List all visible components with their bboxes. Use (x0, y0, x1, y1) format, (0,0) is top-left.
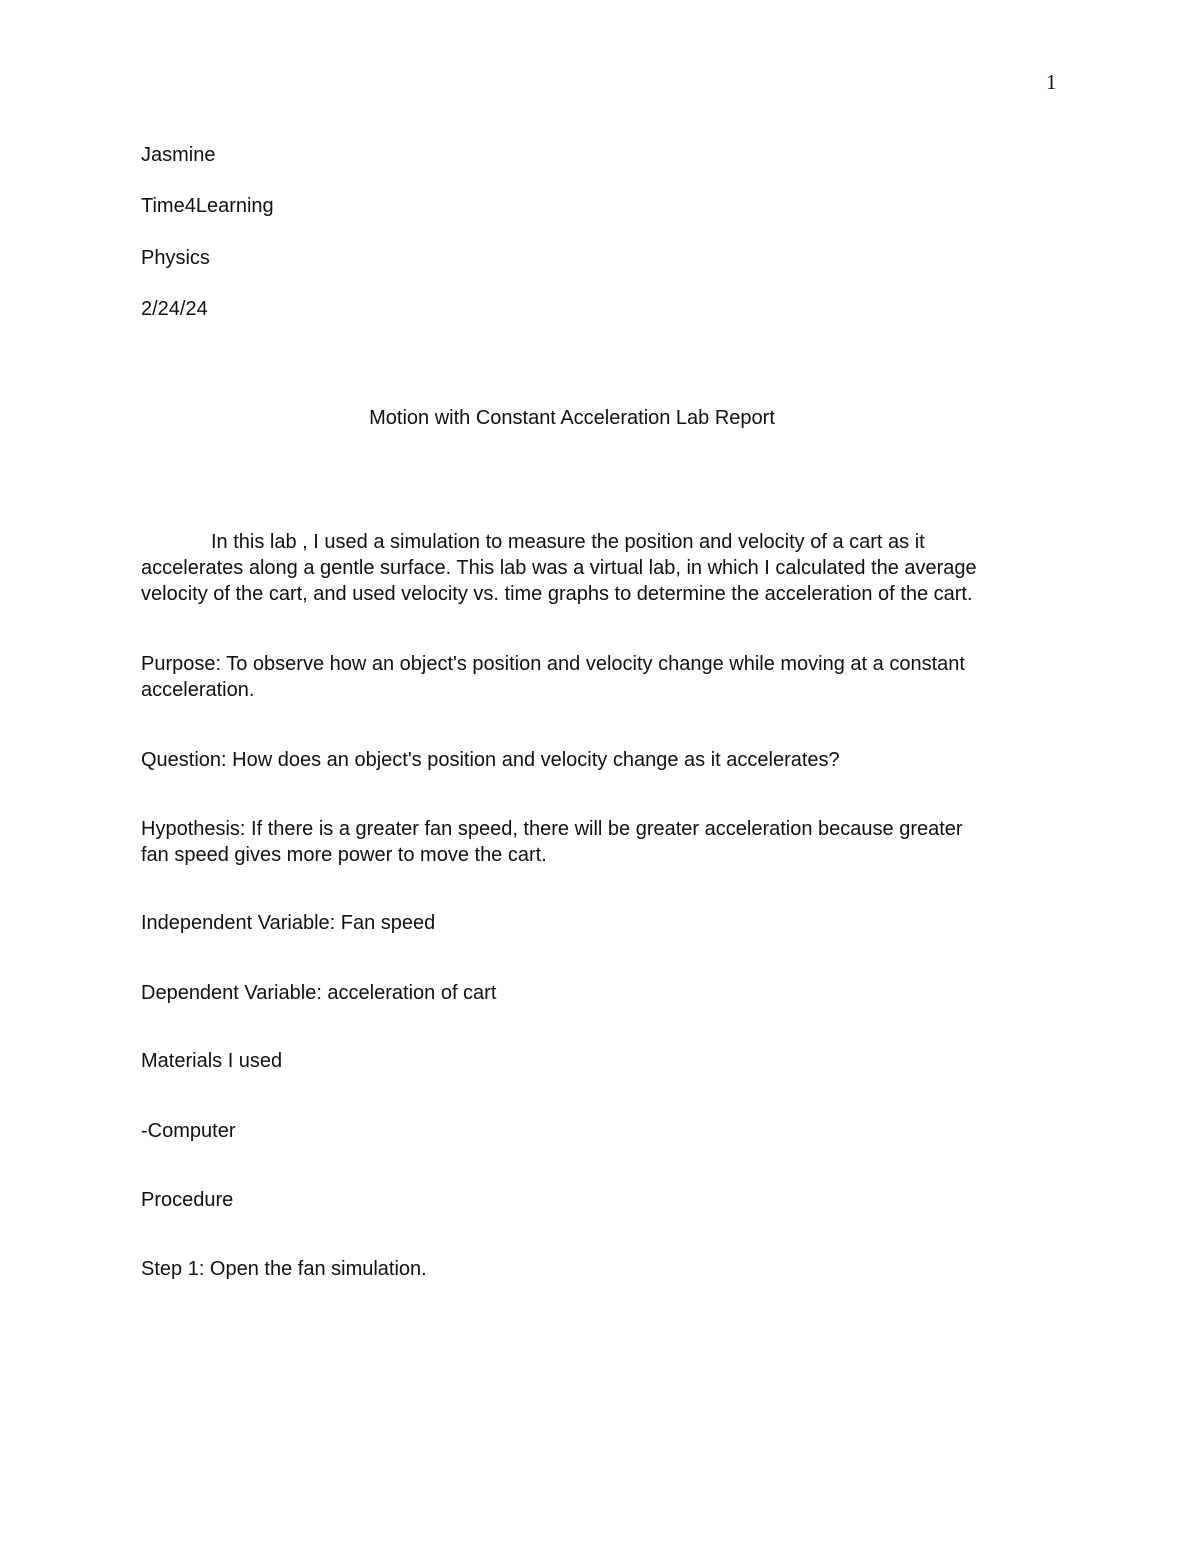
intro-line-2: accelerates along a gentle surface. This lab was a virtual lab, in which I calculated the average (141, 557, 977, 579)
report-title: Motion with Constant Acceleration Lab Report (369, 407, 775, 429)
materials-heading: Materials I used (141, 1050, 283, 1072)
school-name: Time4Learning (141, 195, 274, 217)
hypothesis-line-1: Hypothesis: If there is a greater fan speed, there will be greater acceleration because greater (141, 818, 963, 840)
intro-line-1: In this lab , I used a simulation to measure the position and velocity of a cart as it (211, 531, 925, 553)
question-line: Question: How does an object's position and velocity change as it accelerates? (141, 749, 840, 771)
independent-variable: Independent Variable: Fan speed (141, 912, 436, 934)
author-name: Jasmine (141, 144, 216, 166)
procedure-step-1: Step 1: Open the fan simulation. (141, 1258, 427, 1280)
purpose-line-2: acceleration. (141, 679, 255, 701)
procedure-heading: Procedure (141, 1189, 234, 1211)
intro-line-3: velocity of the cart, and used velocity vs. time graphs to determine the acceleration of the cart. (141, 583, 973, 605)
report-date: 2/24/24 (141, 298, 208, 320)
page-number: 1 (1046, 70, 1057, 94)
subject-name: Physics (141, 247, 210, 269)
dependent-variable: Dependent Variable: acceleration of cart (141, 982, 497, 1004)
purpose-line-1: Purpose: To observe how an object's position and velocity change while moving at a constant (141, 653, 965, 675)
hypothesis-line-2: fan speed gives more power to move the cart. (141, 844, 547, 866)
materials-item: -Computer (141, 1120, 236, 1142)
